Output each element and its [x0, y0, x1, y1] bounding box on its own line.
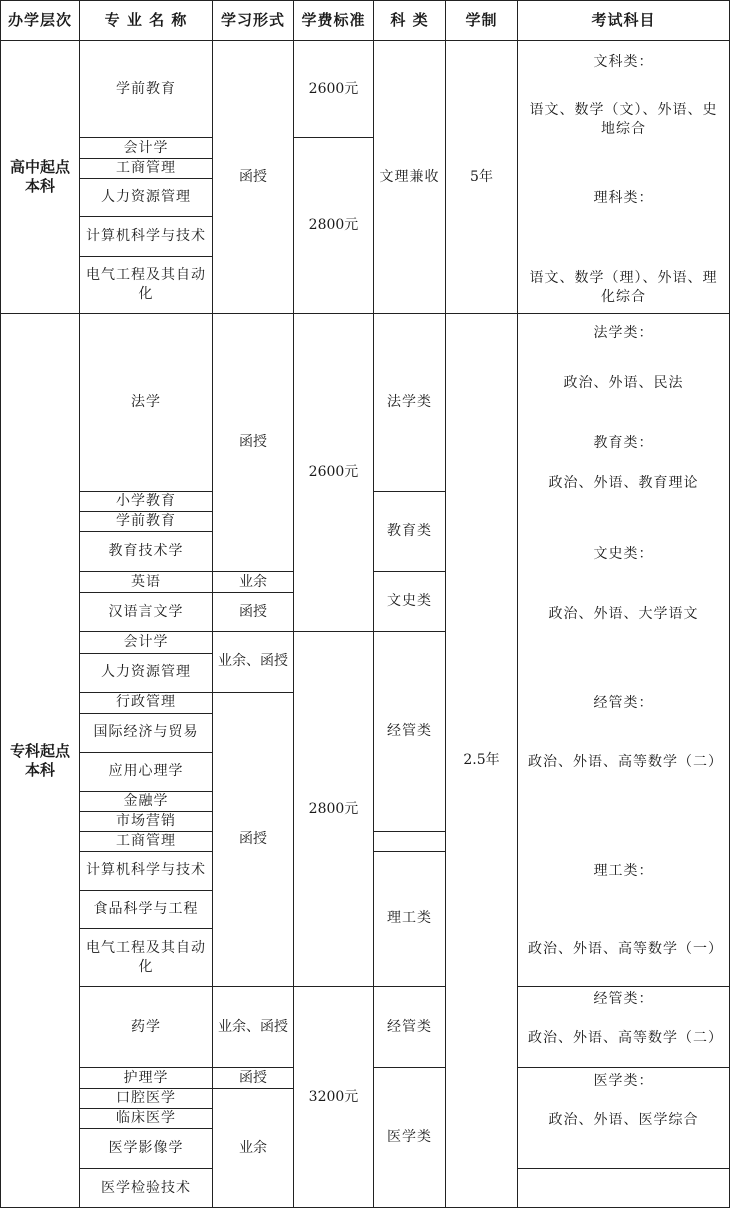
form-cell: 函授	[213, 314, 294, 572]
exam-cell	[518, 314, 730, 987]
major-cell: 临床医学	[80, 1109, 213, 1129]
form-cell: 函授	[213, 41, 294, 314]
major-cell: 计算机科学与技术	[80, 217, 213, 257]
exam-subjects: 政治、外语、大学语文	[548, 606, 699, 622]
table-row	[1, 41, 730, 138]
major-cell: 计算机科学与技术	[80, 851, 213, 890]
fee-cell: 2800元	[294, 632, 374, 987]
major-cell: 国际经济与贸易	[80, 713, 213, 752]
exam-subjects: 政治、外语、民法	[563, 375, 684, 391]
fee-cell: 2800元	[294, 138, 374, 314]
exam-cell	[518, 987, 730, 1068]
category-cell: 理工类	[374, 851, 446, 986]
exam-cell-empty	[518, 1169, 730, 1208]
major-cell: 英语	[80, 572, 213, 593]
exam-subjects: 语文、数学（文）、外语、史地综合	[529, 102, 718, 137]
major-cell: 人力资源管理	[80, 653, 213, 692]
category-cell: 经管类	[374, 987, 446, 1068]
form-cell: 业余	[213, 572, 294, 593]
header-form: 学习形式	[213, 1, 294, 41]
major-cell: 会计学	[80, 138, 213, 159]
exam-title: 医学类：	[593, 1073, 654, 1089]
major-cell: 食品科学与工程	[80, 891, 213, 929]
major-cell: 护理学	[80, 1068, 213, 1089]
exam-subjects: 政治、外语、医学综合	[548, 1112, 699, 1128]
exam-title: 理工类：	[593, 863, 654, 879]
exam-subjects: 政治、外语、高等数学（二）	[528, 1030, 723, 1046]
duration-cell: 2.5年	[446, 314, 518, 1208]
category-cell: 医学类	[374, 1068, 446, 1208]
major-cell: 电气工程及其自动化	[80, 257, 213, 314]
level-cell: 专科起点本科	[1, 314, 80, 1208]
fee-cell: 3200元	[294, 987, 374, 1208]
major-cell: 人力资源管理	[80, 179, 213, 217]
header-duration: 学制	[446, 1, 518, 41]
category-cell: 经管类	[374, 632, 446, 831]
header-exam: 考试科目	[518, 1, 730, 41]
form-cell: 业余、函授	[213, 987, 294, 1068]
major-cell: 行政管理	[80, 692, 213, 713]
major-cell: 学前教育	[80, 512, 213, 532]
major-cell: 医学检验技术	[80, 1169, 213, 1208]
major-cell: 工商管理	[80, 831, 213, 851]
category-cell: 文史类	[374, 572, 446, 632]
table-row	[1, 987, 730, 1068]
level-cell: 高中起点本科	[1, 41, 80, 314]
major-cell: 会计学	[80, 632, 213, 653]
category-cell: 文理兼收	[374, 41, 446, 314]
major-cell: 金融学	[80, 791, 213, 811]
exam-cell	[518, 1068, 730, 1169]
header-level: 办学层次	[1, 1, 80, 41]
major-cell: 应用心理学	[80, 752, 213, 791]
major-cell: 法学	[80, 314, 213, 492]
category-cell: 法学类	[374, 314, 446, 492]
header-row	[1, 1, 730, 41]
form-cell: 函授	[213, 1068, 294, 1089]
exam-subjects: 政治、外语、教育理论	[548, 475, 699, 491]
exam-title: 经管类：	[593, 695, 654, 711]
major-cell: 小学教育	[80, 492, 213, 512]
header-fee: 学费标准	[294, 1, 374, 41]
exam-title: 文科类：	[593, 54, 654, 70]
major-cell: 医学影像学	[80, 1129, 213, 1169]
header-category: 科 类	[374, 1, 446, 41]
category-cell: 教育类	[374, 492, 446, 572]
major-cell: 教育技术学	[80, 532, 213, 572]
exam-title: 法学类：	[593, 325, 654, 341]
fee-cell: 2600元	[294, 314, 374, 632]
exam-cell	[518, 41, 730, 314]
exam-title: 经管类：	[593, 991, 654, 1007]
table-row	[1, 314, 730, 492]
header-major: 专 业 名 称	[80, 1, 213, 41]
exam-title: 文史类：	[593, 546, 654, 562]
fee-cell: 2600元	[294, 41, 374, 138]
major-cell: 电气工程及其自动化	[80, 929, 213, 987]
major-cell: 工商管理	[80, 159, 213, 179]
form-cell: 业余、函授	[213, 632, 294, 692]
duration-cell: 5年	[446, 41, 518, 314]
exam-subjects: 语文、数学（理）、外语、理化综合	[529, 270, 718, 305]
exam-title: 教育类：	[593, 435, 654, 451]
exam-subjects: 政治、外语、高等数学（一）	[528, 941, 723, 957]
major-cell: 市场营销	[80, 811, 213, 831]
major-cell: 药学	[80, 987, 213, 1068]
form-cell: 函授	[213, 593, 294, 632]
form-cell: 函授	[213, 692, 294, 986]
major-cell: 汉语言文学	[80, 593, 213, 632]
major-cell: 口腔医学	[80, 1089, 213, 1109]
exam-subjects: 政治、外语、高等数学（二）	[528, 754, 723, 770]
exam-title: 理科类：	[593, 190, 654, 206]
major-cell: 学前教育	[80, 41, 213, 138]
form-cell: 业余	[213, 1089, 294, 1208]
